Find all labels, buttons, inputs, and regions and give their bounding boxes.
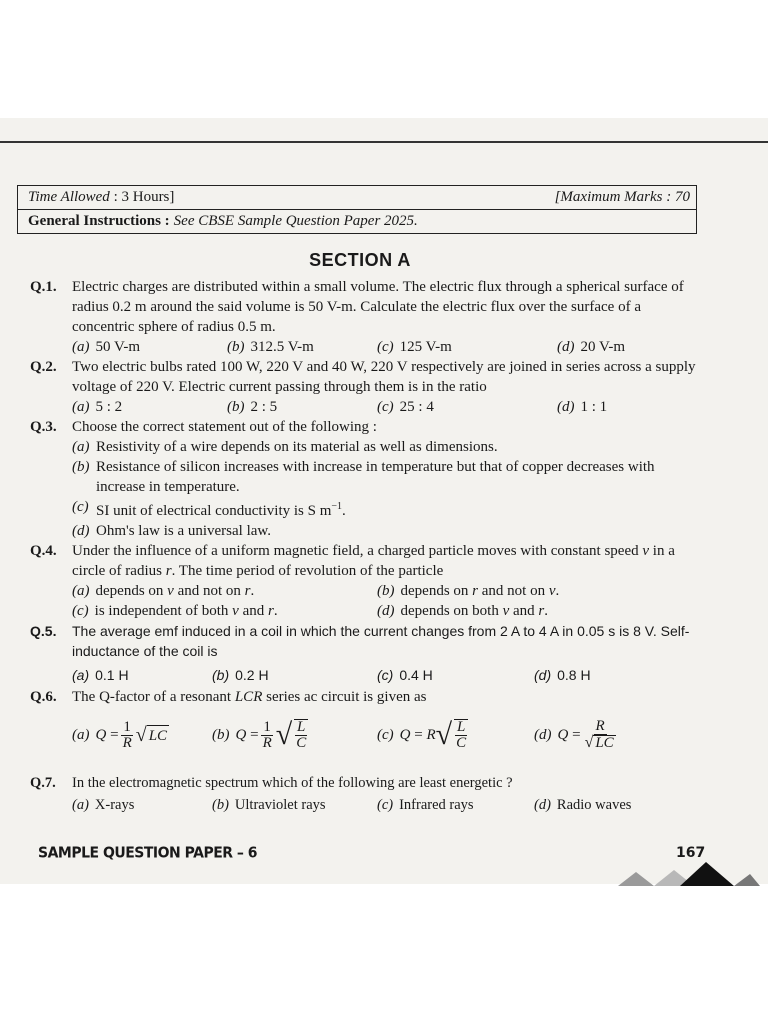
text-part: . The time period of revolution of the particle xyxy=(171,563,444,579)
var-r: r xyxy=(472,583,478,599)
var-v: v xyxy=(502,603,510,619)
questions-list xyxy=(30,277,702,815)
option-d[interactable] xyxy=(72,521,702,541)
var-v: v xyxy=(548,583,556,599)
option-text: 20 V-m xyxy=(580,339,626,355)
question-number: Q.2. xyxy=(30,359,57,375)
radicand: LC xyxy=(595,734,614,751)
option-text: 25 : 4 xyxy=(399,399,434,415)
option-text: and not on xyxy=(173,583,245,599)
var-q: Q xyxy=(399,727,411,743)
question-number: Q.6. xyxy=(30,689,57,705)
sqrt xyxy=(276,719,310,751)
option-label: (a) xyxy=(72,797,89,813)
option-text: and not on xyxy=(478,583,549,599)
option-label: (b) xyxy=(212,727,230,743)
equals: = xyxy=(414,727,423,743)
option-label: (c) xyxy=(377,727,394,743)
option-text: SI unit of electrical conductivity is S m xyxy=(96,503,332,519)
paper-header-box xyxy=(17,185,697,234)
option-label: (a) xyxy=(72,667,90,683)
option-text: X-rays xyxy=(94,797,135,813)
question-text: The average emf induced in a coil in which the current changes from 2 A to 4 A in 0.05 s is 8 V. Self-inductance of the coil is xyxy=(72,623,690,659)
option-text: 0.1 H xyxy=(95,667,129,683)
top-rule xyxy=(0,141,768,143)
option-label: (a) xyxy=(72,727,90,743)
decorative-triangles-icon xyxy=(610,860,768,888)
options-row xyxy=(72,711,702,759)
option-d[interactable] xyxy=(534,665,684,685)
var-v: v xyxy=(232,603,239,619)
var-r: R xyxy=(426,727,436,743)
option-c[interactable] xyxy=(72,497,702,521)
option-b[interactable] xyxy=(72,457,702,497)
option-label: (d) xyxy=(534,667,552,683)
question-3 xyxy=(30,417,702,541)
option-label: (b) xyxy=(212,797,229,813)
var-r: r xyxy=(538,603,545,619)
question-text: Choose the correct statement out of the following : xyxy=(72,419,377,435)
option-text: is independent of both xyxy=(94,603,229,619)
option-b[interactable] xyxy=(212,719,377,751)
option-a[interactable] xyxy=(72,437,702,457)
numerator: R xyxy=(595,717,605,734)
question-number: Q.5. xyxy=(30,623,57,639)
option-text: 50 V-m xyxy=(95,339,141,355)
option-label: (a) xyxy=(72,399,90,415)
option-b[interactable]: (b) depends on r and not on v . xyxy=(377,583,560,599)
radical-sign: √ xyxy=(584,734,594,752)
fraction xyxy=(121,720,134,751)
sqrt xyxy=(585,735,616,751)
option-label: (c) xyxy=(377,797,394,813)
option-label: (d) xyxy=(534,797,551,813)
section-title: SECTION A xyxy=(309,250,411,270)
option-text: Resistivity of a wire depends on its material as well as dimensions. xyxy=(96,439,498,455)
var-lcr: LCR xyxy=(234,689,263,705)
option-a[interactable] xyxy=(72,795,212,815)
option-a[interactable] xyxy=(72,665,212,685)
option-a[interactable] xyxy=(72,720,212,751)
option-label: (d) xyxy=(377,603,395,619)
numerator: 1 xyxy=(263,718,271,735)
option-text: 0.8 H xyxy=(557,667,591,683)
option-label: (d) xyxy=(557,339,575,355)
option-text: 0.2 H xyxy=(235,667,269,683)
option-c[interactable] xyxy=(377,665,534,685)
fraction xyxy=(294,719,308,751)
option-label: (a) xyxy=(72,439,90,455)
radicand: LC xyxy=(147,725,169,746)
radical-sign: √ xyxy=(275,718,293,751)
options-row xyxy=(72,601,702,621)
option-label: (d) xyxy=(534,727,552,743)
option-a[interactable] xyxy=(72,337,227,357)
numerator: 1 xyxy=(123,718,131,735)
option-text: depends on xyxy=(400,583,469,599)
general-instructions-text: See CBSE Sample Question Paper 2025. xyxy=(173,213,418,229)
radical-sign: √ xyxy=(435,718,453,751)
var-r: r xyxy=(165,563,172,579)
text-part: The Q-factor of a resonant xyxy=(72,689,235,705)
footer-paper-title: SAMPLE QUESTION PAPER – 6 xyxy=(38,844,258,862)
options-row xyxy=(72,795,702,815)
option-c[interactable] xyxy=(377,337,557,357)
option-text: Radio waves xyxy=(556,797,632,813)
equals: = xyxy=(250,727,259,743)
var-r: r xyxy=(244,583,251,599)
option-label: (a) xyxy=(72,583,90,599)
page-number: 167 xyxy=(676,845,706,861)
general-instructions-label: General Instructions : xyxy=(28,213,170,229)
option-d[interactable] xyxy=(557,337,707,357)
option-text: 1 : 1 xyxy=(580,399,608,415)
question-text: Electric charges are distributed within a small volume. The electric flux through a spherical surface of radius 0.2 m around the said volume is 50 V-m. Calculate the electric flux over the surface of a concentric sphere of radius 0.5 m. xyxy=(72,279,684,335)
text-part: Under the influence of a uniform magnetic field, a charged particle moves with constant speed xyxy=(72,543,643,559)
option-b[interactable] xyxy=(212,665,377,685)
denominator: R xyxy=(122,734,132,751)
option-text: Ohm's law is a universal law. xyxy=(96,523,272,539)
question-number: Q.3. xyxy=(30,419,57,435)
denominator: C xyxy=(296,735,307,751)
option-c[interactable]: (c) is independent of both v and r . xyxy=(72,603,278,619)
header-row-time-marks xyxy=(18,186,696,210)
time-allowed xyxy=(28,189,174,206)
options-row xyxy=(72,397,707,417)
option-d[interactable]: (d) depends on both v and r . xyxy=(377,603,549,619)
denominator: C xyxy=(456,735,467,751)
var-v: v xyxy=(167,583,174,599)
time-value: : 3 Hours] xyxy=(113,189,175,205)
maximum-marks: [Maximum Marks : 70 xyxy=(554,189,690,205)
option-c[interactable] xyxy=(377,719,534,751)
question-text: In the electromagnetic spectrum which of the following are least energetic ? xyxy=(72,775,513,791)
time-label: Time Allowed xyxy=(28,189,110,205)
header-row-instructions xyxy=(18,210,696,233)
question-6 xyxy=(30,687,702,759)
option-label: (b) xyxy=(377,583,395,599)
options-row xyxy=(72,337,707,357)
question-number: Q.1. xyxy=(30,279,57,295)
option-text: 312.5 V-m xyxy=(250,339,314,355)
var-r: r xyxy=(267,603,274,619)
option-label: (c) xyxy=(377,399,394,415)
option-label: (c) xyxy=(377,339,394,355)
options-row xyxy=(72,581,702,601)
superscript: −1 xyxy=(331,501,343,512)
option-d[interactable] xyxy=(534,795,684,815)
equals: = xyxy=(572,727,581,743)
option-text: Ultraviolet rays xyxy=(234,797,326,813)
sqrt xyxy=(136,725,169,746)
option-a[interactable] xyxy=(72,397,227,417)
question-1 xyxy=(30,277,702,357)
fraction xyxy=(454,719,468,751)
option-label: (b) xyxy=(212,667,230,683)
question-5 xyxy=(30,621,702,685)
text-part: series ac circuit is given as xyxy=(262,689,427,705)
option-label: (d) xyxy=(557,399,575,415)
question-number: Q.7. xyxy=(30,775,56,791)
question-7 xyxy=(30,773,702,815)
option-text: Resistance of silicon increases with increase in temperature but that of copper decreases with increase in temperature. xyxy=(96,459,655,495)
equals: = xyxy=(110,727,119,743)
numerator: L xyxy=(297,719,306,735)
option-text: and xyxy=(238,603,268,619)
period: . xyxy=(342,503,346,519)
option-label: (b) xyxy=(72,459,90,475)
option-label: (b) xyxy=(227,399,245,415)
option-b[interactable] xyxy=(212,795,377,815)
option-text: 0.4 H xyxy=(399,667,433,683)
question-text: Two electric bulbs rated 100 W, 220 V and 40 W, 220 V respectively are joined in series across a supply voltage of 220 V. Electric current passing through them is in the ratio xyxy=(72,359,696,395)
option-c[interactable] xyxy=(377,397,557,417)
denominator xyxy=(583,735,618,752)
var-q: Q xyxy=(557,727,569,743)
option-label: (c) xyxy=(72,499,89,515)
option-label: (a) xyxy=(72,339,90,355)
option-label: (b) xyxy=(227,339,245,355)
fraction xyxy=(261,720,274,751)
fraction xyxy=(583,719,618,752)
denominator: R xyxy=(262,734,272,751)
option-text: and xyxy=(509,603,539,619)
option-text: 2 : 5 xyxy=(250,399,278,415)
question-4 xyxy=(30,541,702,621)
option-d[interactable] xyxy=(557,397,707,417)
sqrt xyxy=(436,719,470,751)
question-number: Q.4. xyxy=(30,543,57,559)
option-text: Infrared rays xyxy=(399,797,474,813)
var-q: Q xyxy=(235,727,247,743)
numerator: L xyxy=(456,719,466,735)
option-label: (c) xyxy=(377,667,394,683)
option-text: depends on both xyxy=(400,603,499,619)
option-text: depends on xyxy=(95,583,164,599)
question-text xyxy=(72,687,702,707)
question-2 xyxy=(30,357,702,417)
option-text: 125 V-m xyxy=(399,339,452,355)
options-row xyxy=(72,665,702,685)
option-c[interactable] xyxy=(377,795,534,815)
option-a[interactable]: (a) depends on v and not on r . xyxy=(72,583,255,599)
radical-sign: √ xyxy=(135,724,147,746)
var-q: Q xyxy=(95,727,107,743)
option-text: 5 : 2 xyxy=(95,399,123,415)
option-label: (d) xyxy=(72,523,90,539)
option-d[interactable] xyxy=(534,719,684,752)
text-part: in a circle of radius xyxy=(72,543,675,579)
question-text xyxy=(72,541,702,581)
var-v: v xyxy=(642,543,650,559)
option-label: (c) xyxy=(72,603,89,619)
option-b[interactable] xyxy=(227,337,377,357)
option-b[interactable] xyxy=(227,397,377,417)
